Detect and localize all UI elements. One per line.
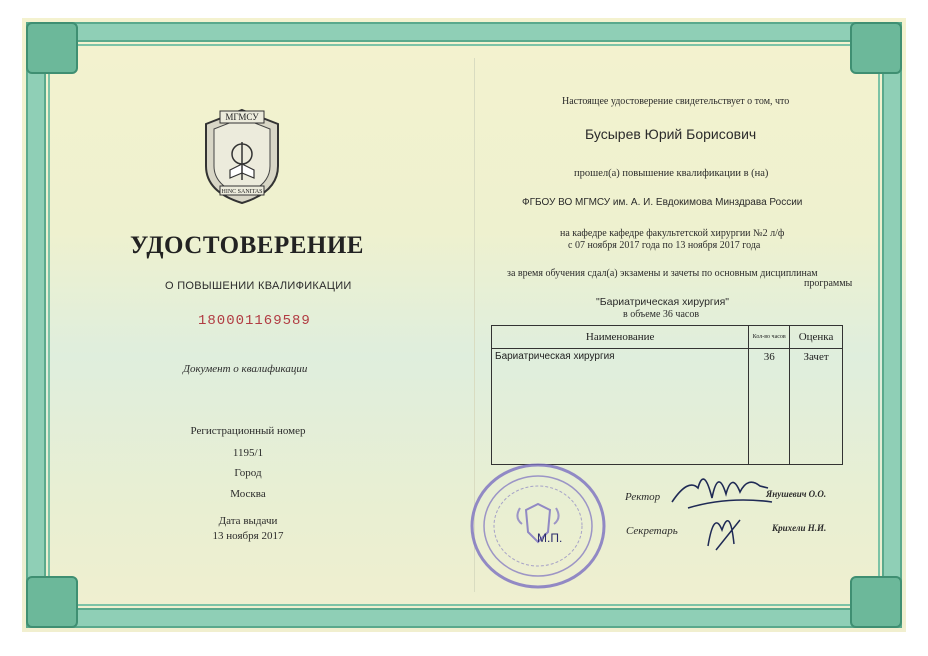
intro-text: Настоящее удостоверение свидетельствует о том, что [562,96,790,107]
secretary-name: Крихели Н.И. [772,523,827,533]
secretary-label: Секретарь [626,525,678,537]
table-row [492,349,843,465]
institution-name: ФГБОУ ВО МГМСУ им. А. И. Евдокимова Минздрава России [522,197,803,208]
city-value: Москва [230,488,266,500]
svg-text:МГМСУ: МГМСУ [225,112,259,122]
table-header-row [492,326,843,349]
column-header-name: Наименование [492,326,749,349]
exams-text-2: программы [804,278,853,289]
discipline-name: Бариатрическая хирургия [492,349,749,465]
department-name: на кафедре кафедре факультетской хирургии №2 л/ф [560,228,785,239]
rector-label: Ректор [625,491,661,503]
passed-text: прошел(а) повышение квалификации в (на) [574,168,769,179]
program-name: "Бариатрическая хирургия" [596,296,730,308]
column-header-hours: Кол-во часов [749,326,790,349]
registration-label: Регистрационный номер [190,425,306,437]
discipline-hours: 36 [749,349,790,465]
serial-number: 180001169589 [198,313,311,329]
university-emblem [198,106,286,206]
svg-text:HINC SANITAS: HINC SANITAS [221,189,263,195]
discipline-grade: Зачет [790,349,843,465]
program-volume: в объеме 36 часов [623,309,700,320]
column-header-grade: Оценка [790,326,843,349]
corner-ornament [850,22,902,74]
study-period: с 07 ноября 2017 года по 13 ноября 2017 года [568,240,761,251]
stamp-mark: М.П. [537,531,563,545]
official-stamp [468,462,608,590]
document-title: УДОСТОВЕРЕНИЕ [130,232,364,259]
secretary-signature [700,500,750,556]
corner-ornament [26,576,78,628]
rector-name: Янушевич О.О. [766,489,827,499]
document-subtitle: О ПОВЫШЕНИИ КВАЛИФИКАЦИИ [165,280,352,292]
issue-date-label: Дата выдачи [218,515,278,527]
person-name: Бусырев Юрий Борисович [585,126,757,142]
issue-date: 13 ноября 2017 [212,530,284,542]
city-label: Город [234,467,262,479]
corner-ornament [850,576,902,628]
document-kind: Документ о квалификации [183,363,308,375]
corner-ornament [26,22,78,74]
disciplines-table [491,325,843,465]
registration-number: 1195/1 [232,447,264,459]
exams-text-1: за время обучения сдал(а) экзамены и зачеты по основным дисциплинам [507,268,818,279]
